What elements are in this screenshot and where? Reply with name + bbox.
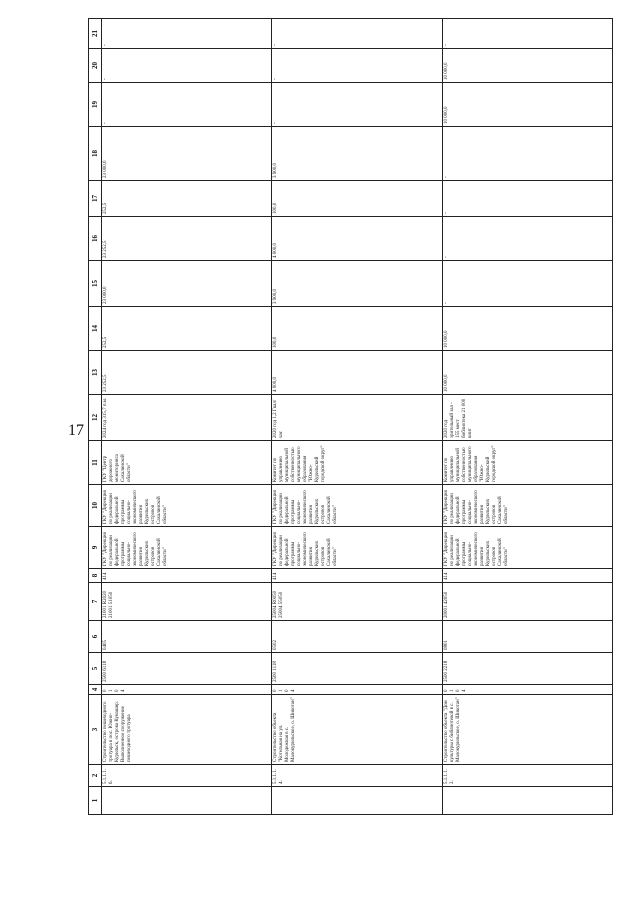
table-cell-col-20: - xyxy=(102,49,272,83)
table-cell-col-12: 2020 год зрительный зал - 155 мест библиотека 21 000 книг xyxy=(442,395,612,441)
table-cell-col-12: 2024 год 315,7 п.м. xyxy=(102,395,272,441)
table-cell-col-1 xyxy=(442,787,612,815)
table-cell-col-14: 252,5 xyxy=(102,307,272,351)
col-header-21: 21 xyxy=(89,19,102,49)
table-cell-col-11: Комитет по управлению муниципальной собственностью муниципального образования "Южно-Курильский городской округ" xyxy=(442,441,612,485)
table-cell-col-6: 0801 xyxy=(442,621,612,653)
table-cell-col-20: 10 000,0 xyxy=(442,49,612,83)
table-cell-col-5: 2500 2218 xyxy=(442,653,612,685)
table-cell-col-7: 21001 R2020 21001 51050 xyxy=(102,583,272,621)
program-table-rotated xyxy=(88,25,613,815)
table-cell-col-21: - xyxy=(442,19,612,49)
table-cell-col-17: 252,5 xyxy=(102,181,272,217)
table-cell-col-4: 0 1 0 4 xyxy=(102,685,272,695)
col-header-4: 4 xyxy=(89,685,102,695)
table-cell-col-14: 100,0 xyxy=(272,307,442,351)
table-cell-col-20: - xyxy=(272,49,442,83)
table-cell-col-17: 100,0 xyxy=(272,181,442,217)
table-cell-col-19: - xyxy=(102,83,272,127)
table-cell-col-13: 10 000,0 xyxy=(442,351,612,395)
table-cell-col-7: 20001 42050 xyxy=(442,583,612,621)
program-table xyxy=(88,18,613,815)
table-cell-col-9: ГКУ "Дирекция по реализации федеральной программы социально-экономического развития Курильских островов Сахалинской области" xyxy=(442,527,612,569)
col-header-1: 1 xyxy=(89,787,102,815)
table-cell-col-3: Строительство объекта "Котельная на ул. Молодежная в с. Малокурильское, о. Шикотан" xyxy=(272,695,442,765)
table-cell-col-9: ГКУ "Дирекция по реализации федеральной программы социально-экономического развития Курильских островов Сахалинской области" xyxy=(102,527,272,569)
col-header-8: 8 xyxy=(89,569,102,583)
table-cell-col-18: 23 000,0 xyxy=(102,127,272,181)
col-header-6: 6 xyxy=(89,621,102,653)
table-cell-col-15: - xyxy=(442,261,612,307)
table-row xyxy=(442,19,612,815)
col-header-13: 13 xyxy=(89,351,102,395)
col-header-16: 16 xyxy=(89,217,102,261)
table-cell-col-8: 414 xyxy=(442,569,612,583)
table-cell-col-17: - xyxy=(442,181,612,217)
table-cell-col-21: - xyxy=(272,19,442,49)
table-row xyxy=(102,19,272,815)
table-cell-col-11: ГКУ "Центр дорожного мониторинга Сахалинской области" xyxy=(102,441,272,485)
col-header-3: 3 xyxy=(89,695,102,765)
table-cell-col-4: 0 1 0 4 xyxy=(272,685,442,695)
table-cell-col-12: 2020 год 1,2 Гкал/час xyxy=(272,395,442,441)
table-cell-col-10: ГКУ "Дирекция по реализации федеральной программы социально-экономического развития Курильских островов Сахалинской области" xyxy=(442,485,612,527)
col-header-12: 12 xyxy=(89,395,102,441)
table-cell-col-21: - xyxy=(102,19,272,49)
table-cell-col-7: 25004 R0050 25004 55050 xyxy=(272,583,442,621)
table-cell-col-19: - xyxy=(272,83,442,127)
table-cell-col-2: 5.1.1.1.4. xyxy=(272,765,442,787)
table-cell-col-19: 10 000,0 xyxy=(442,83,612,127)
table-cell-col-1 xyxy=(272,787,442,815)
col-header-11: 11 xyxy=(89,441,102,485)
table-cell-col-15: 3 900,0 xyxy=(272,261,442,307)
table-cell-col-3: Строительство пешеходного тротуара в пос. Южно-Курильск, острова Кунашир. Выполненное сооружение пешеходного тротуара xyxy=(102,695,272,765)
table-cell-col-1 xyxy=(102,787,272,815)
table-cell-col-10: ГКУ "Дирекция по реализации федеральной программы социально-экономического развития Курильских островов Сахалинской области" xyxy=(272,485,442,527)
col-header-15: 15 xyxy=(89,261,102,307)
table-row xyxy=(272,19,442,815)
col-header-20: 20 xyxy=(89,49,102,83)
table-cell-col-9: ГКУ "Дирекция по реализации федеральной программы социально-экономического развития Курильских островов Сахалинской области" xyxy=(272,527,442,569)
col-header-5: 5 xyxy=(89,653,102,685)
table-cell-col-16: - xyxy=(442,217,612,261)
table-cell-col-6: 0405 xyxy=(102,621,272,653)
table-cell-col-10: ГКУ "Дирекция по реализации федеральной программы социально-экономического развития Курильских островов Сахалинской области" xyxy=(102,485,272,527)
table-cell-col-13: 23 252,5 xyxy=(102,351,272,395)
table-cell-col-18: 3 900,0 xyxy=(272,127,442,181)
table-cell-col-8: 414 xyxy=(272,569,442,583)
page-number: 17 xyxy=(68,422,84,439)
col-header-18: 18 xyxy=(89,127,102,181)
col-header-10: 10 xyxy=(89,485,102,527)
col-header-19: 19 xyxy=(89,83,102,127)
col-header-2: 2 xyxy=(89,765,102,787)
table-cell-col-4: 0 1 0 4 xyxy=(442,685,612,695)
col-header-9: 9 xyxy=(89,527,102,569)
table-cell-col-18: - xyxy=(442,127,612,181)
table-cell-col-5: 2500 1118 xyxy=(272,653,442,685)
col-header-17: 17 xyxy=(89,181,102,217)
table-cell-col-13: 4 000,0 xyxy=(272,351,442,395)
table-cell-col-16: 23 252,5 xyxy=(102,217,272,261)
table-cell-col-2: 5.1.1.1.2. xyxy=(442,765,612,787)
col-header-7: 7 xyxy=(89,583,102,621)
table-cell-col-8: 414 xyxy=(102,569,272,583)
table-cell-col-15: 23 000,0 xyxy=(102,261,272,307)
header-row xyxy=(89,19,102,815)
table-cell-col-5: 2500 6118 xyxy=(102,653,272,685)
table-cell-col-14: 10 000,0 xyxy=(442,307,612,351)
table-cell-col-16: 4 000,0 xyxy=(272,217,442,261)
table-cell-col-3: Строительство объекта "Дом культуры с библиотекой в с. Малокурильское, о. Шикотан" xyxy=(442,695,612,765)
table-cell-col-6: 0502 xyxy=(272,621,442,653)
table-cell-col-2: 5.1.1.1.6. xyxy=(102,765,272,787)
col-header-14: 14 xyxy=(89,307,102,351)
table-cell-col-11: Комитет по управлению муниципальной собственностью муниципального образования "Южно-Курильский городской округ" xyxy=(272,441,442,485)
